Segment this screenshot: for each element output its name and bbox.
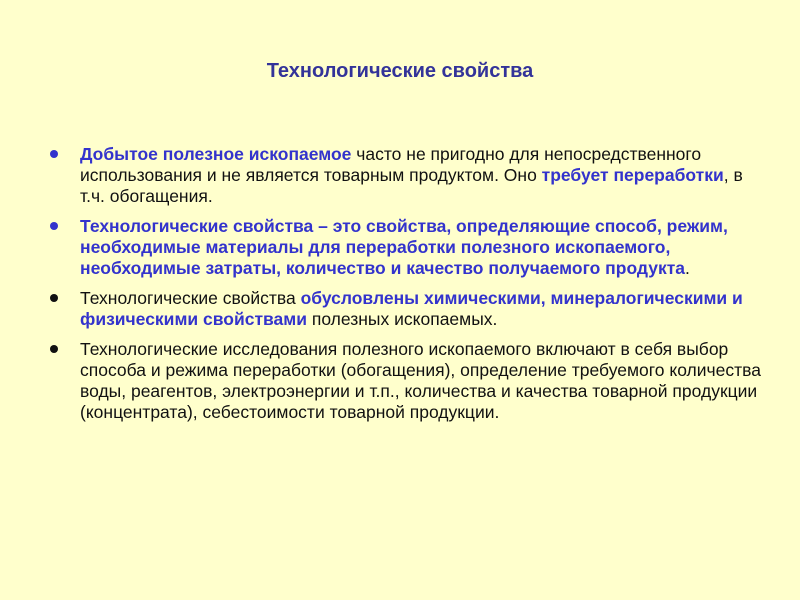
bullet-item bbox=[48, 339, 768, 423]
bullet-list bbox=[48, 144, 768, 432]
bullet-run: часто не пригодно для непосредственного использования и не является товарным продуктом. Оно bbox=[80, 144, 702, 185]
bullet-run-highlight: обусловлены химическими, минералогическими и физическими свойствами bbox=[80, 288, 743, 329]
bullet-item bbox=[48, 144, 768, 207]
bullet-run: , в т.ч. обогащения. bbox=[80, 165, 743, 206]
bullet-run: . bbox=[685, 258, 690, 278]
slide-title: Технологические свойства bbox=[266, 60, 534, 82]
bullet-dot-icon bbox=[50, 345, 58, 353]
bullet-dot-icon bbox=[50, 294, 58, 302]
bullet-run-highlight: Технологические свойства – это свойства, определяющие способ, режим, необходимые материалы для переработки полезного ископаемого, необходимые затраты, количество и качество получаемого продукта bbox=[80, 216, 728, 278]
bullet-run: Технологические исследования полезного ископаемого включают в себя выбор способа и режима переработки (обогащения), определение требуемого количества воды, реагентов, электроэнергии и т.п., количества и качества товарной продукции (концентрата), себестоимости товарной продукции. bbox=[80, 339, 761, 422]
bullet-dot-icon bbox=[50, 222, 58, 230]
bullet-run: Технологические свойства bbox=[80, 288, 301, 308]
bullet-run-highlight: Добытое полезное ископаемое bbox=[80, 144, 352, 164]
bullet-item bbox=[48, 216, 768, 279]
bullet-run: полезных ископаемых. bbox=[306, 309, 498, 329]
bullet-dot-icon bbox=[50, 150, 58, 158]
bullet-item bbox=[48, 288, 768, 330]
bullet-run-highlight: требует переработки bbox=[541, 165, 724, 185]
